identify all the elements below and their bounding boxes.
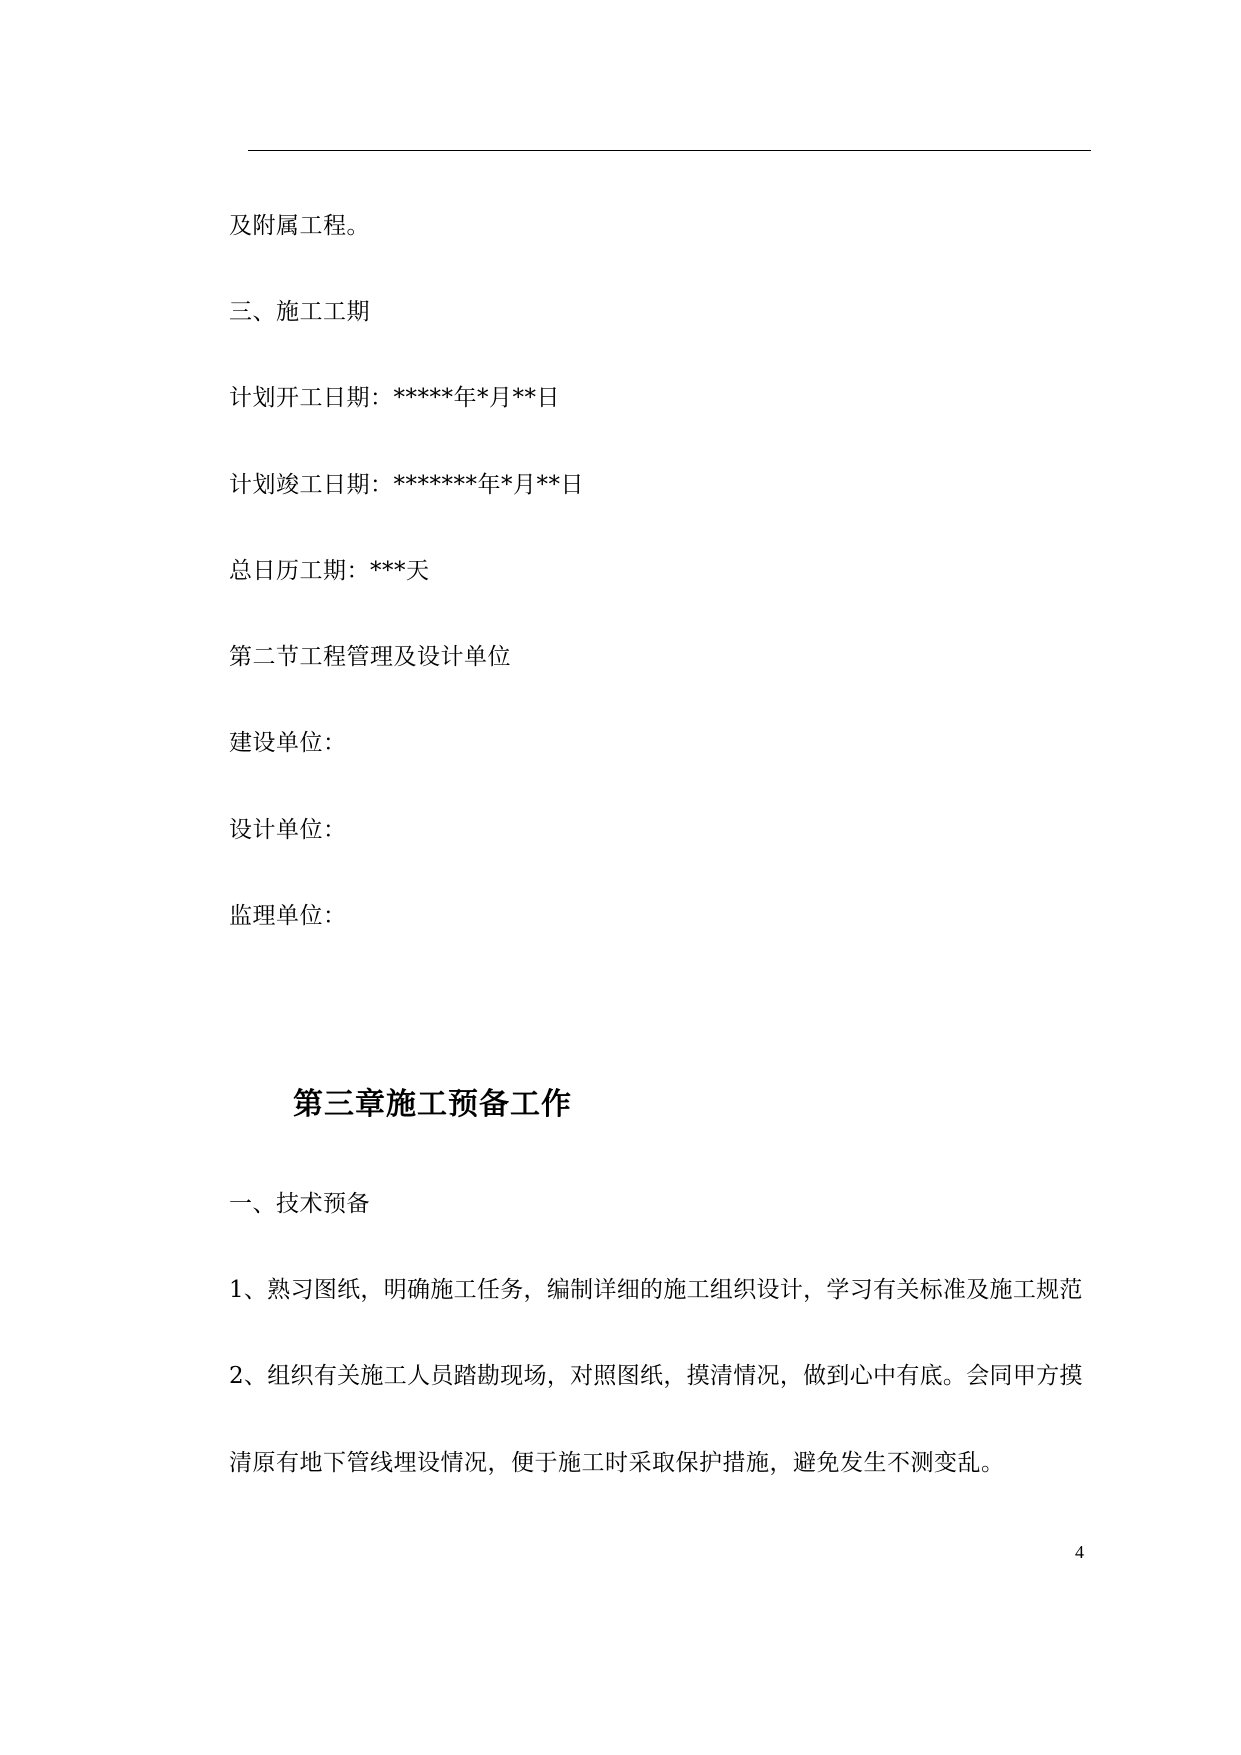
text-design-unit: 设计单位： — [229, 817, 347, 843]
header-rule — [248, 150, 1091, 151]
text-supervision-unit: 监理单位： — [229, 903, 347, 929]
heading-construction-period: 三、施工工期 — [229, 299, 370, 325]
text-planned-completion-date: 计划竣工日期：*******年*月**日 — [229, 472, 584, 498]
paragraph-line-2: 2、组织有关施工人员踏勘现场，对照图纸，摸清情况，做到心中有底。会同甲方摸 — [229, 1363, 1083, 1389]
page-number: 4 — [1075, 1542, 1084, 1562]
text-owner-unit: 建设单位： — [229, 730, 347, 756]
text-total-calendar-days: 总日历工期：***天 — [229, 558, 430, 584]
paragraph-line-1: 1、熟习图纸，明确施工任务，编制详细的施工组织设计，学习有关标准及施工规范 — [229, 1277, 1083, 1303]
heading-section-two: 第二节工程管理及设计单位 — [229, 644, 511, 670]
chapter-title: 第三章施工预备工作 — [293, 1087, 572, 1122]
paragraph-line-3: 清原有地下管线埋设情况，便于施工时采取保护措施，避免发生不测变乱。 — [229, 1450, 1005, 1476]
text-line-attached-works: 及附属工程。 — [229, 213, 370, 239]
text-planned-start-date: 计划开工日期：*****年*月**日 — [229, 385, 560, 411]
heading-technical-preparation: 一、技术预备 — [229, 1191, 370, 1217]
